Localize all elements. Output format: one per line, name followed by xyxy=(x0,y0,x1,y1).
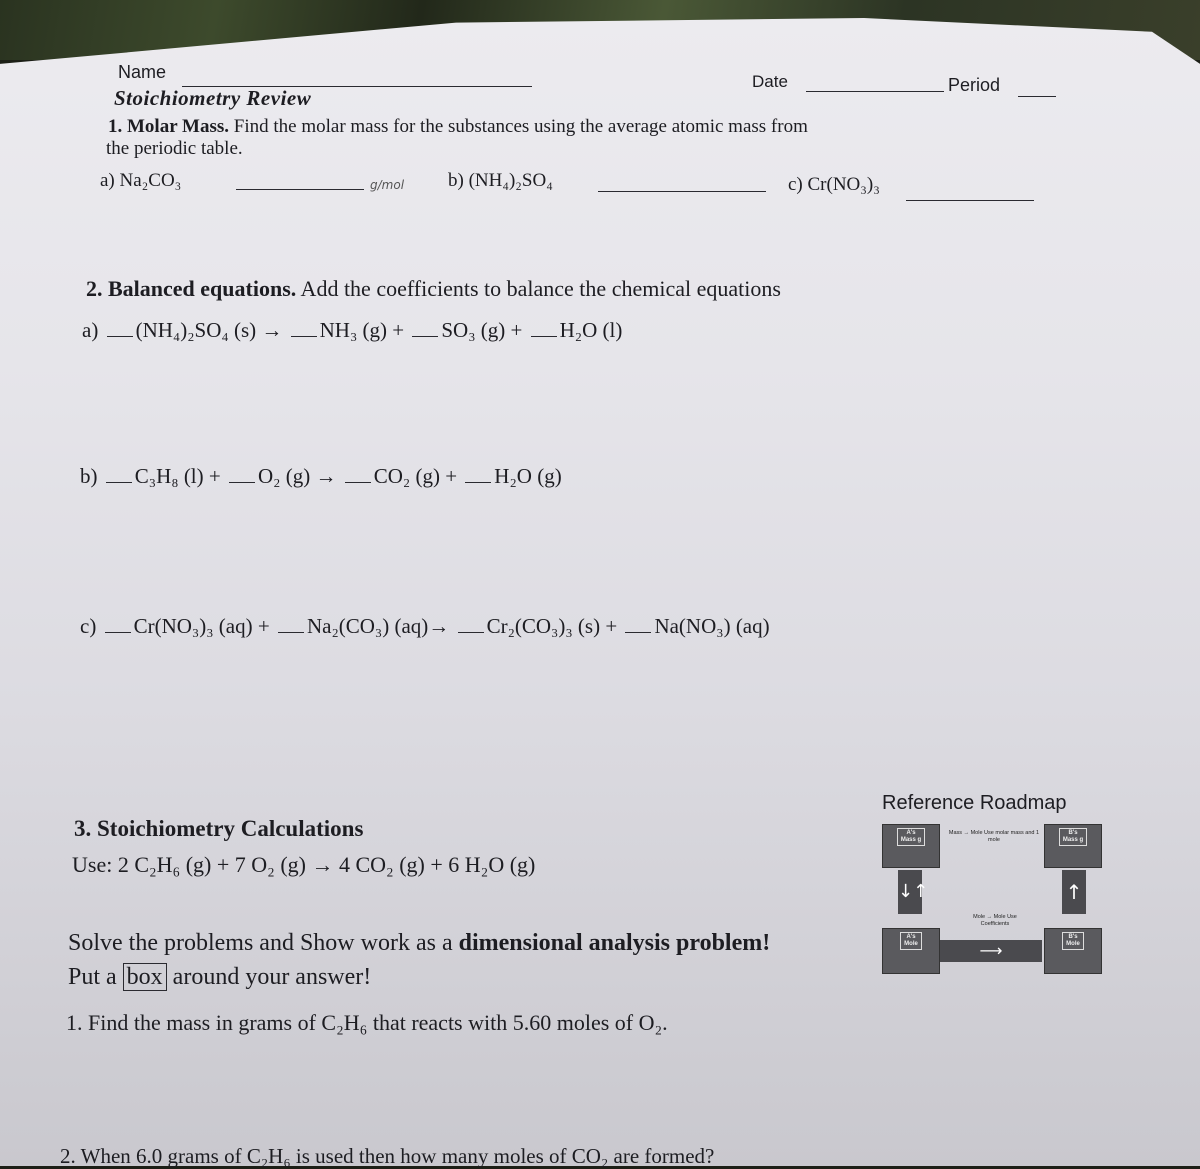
coefficient-blank xyxy=(291,335,317,337)
roadmap-updown-arrow-icon: ↓↑ xyxy=(898,870,922,914)
equation-a xyxy=(82,318,622,343)
coefficient-blank xyxy=(107,335,133,337)
roadmap-a-mole: Mole xyxy=(904,941,918,947)
roadmap-b-prefix: B's xyxy=(1068,830,1078,836)
coefficient-blank xyxy=(106,481,132,483)
molar-mass-item-c: c) Cr(NO₃)₃ xyxy=(788,174,880,195)
coefficient-blank xyxy=(458,631,484,633)
coefficient-blank xyxy=(105,631,131,633)
equation-term: Cr(NO₃)₃ (aq) + xyxy=(133,614,270,638)
molar-mass-item-b: b) (NH₄)₂SO₄ xyxy=(448,170,553,191)
date-label: Date xyxy=(752,72,788,91)
section3-instruction xyxy=(68,930,770,957)
coefficient-blank xyxy=(229,481,255,483)
name-label: Name xyxy=(118,62,167,82)
equation-term: SO₃ (g) + xyxy=(441,318,523,342)
section3-box-instruction xyxy=(68,964,371,991)
put-a-text: Put a xyxy=(68,964,117,990)
instruction-text: Solve the problems and Show work as a xyxy=(68,930,459,956)
equation-a-letter: a) xyxy=(82,318,99,342)
section1-heading-line2: the periodic table. xyxy=(106,138,243,159)
question-1: 1. Find the mass in grams of C₂H₆ that reacts with 5.60 moles of O₂. xyxy=(66,1010,668,1035)
equation-term: CO₂ (g) + xyxy=(373,464,458,488)
roadmap-a-mass: Mass g xyxy=(900,837,922,843)
equation-term: Na₂(CO₃) (aq)→ xyxy=(306,614,450,638)
question-2: 2. When 6.0 grams of C₂H₆ is used then how many moles of CO₂ are formed? xyxy=(60,1144,715,1168)
equation-term: O₂ (g) → xyxy=(257,464,337,488)
equation-b xyxy=(80,464,562,489)
equation-c xyxy=(80,614,770,639)
coefficient-blank xyxy=(412,335,438,337)
equation-term: Na(NO₃) (aq) xyxy=(654,614,770,638)
roadmap-up-arrow-icon: ↑ xyxy=(1062,870,1086,914)
equation-c-letter: c) xyxy=(80,614,97,638)
period-label: Period xyxy=(948,75,1001,95)
molar-mass-blank-a xyxy=(236,189,364,190)
section1-heading-bold: 1. Molar Mass. xyxy=(108,116,230,137)
section1-heading xyxy=(108,116,808,138)
section3-heading: 3. Stoichiometry Calculations xyxy=(74,816,364,841)
page-title: Stoichiometry Review xyxy=(114,86,312,110)
section2-heading-bold: 2. Balanced equations. xyxy=(86,276,297,301)
roadmap-top-note: Mass → Mole Use molar mass and 1 mole xyxy=(948,830,1040,843)
roadmap-a-prefix: A's xyxy=(906,830,916,836)
roadmap-b-mole-box xyxy=(1044,928,1102,974)
period-blank xyxy=(1018,96,1056,97)
coefficient-blank xyxy=(625,631,651,633)
coefficient-blank xyxy=(465,481,491,483)
coefficient-blank xyxy=(278,631,304,633)
roadmap-b-mass-box xyxy=(1044,824,1102,868)
box-word: box xyxy=(123,963,167,991)
roadmap-b-mole: Mole xyxy=(1066,941,1080,947)
roadmap-right-arrow-icon: ⟶ xyxy=(940,940,1042,962)
molar-mass-item-a: a) Na₂CO₃ xyxy=(100,170,182,191)
roadmap-diagram xyxy=(880,818,1102,983)
roadmap-mid-note: Mole → Mole Use Coefficients xyxy=(973,914,1017,927)
roadmap-a-mole-prefix: A's xyxy=(906,934,916,940)
equation-term: C₃H₈ (l) + xyxy=(134,464,221,488)
date-blank xyxy=(806,91,944,92)
molar-mass-blank-b xyxy=(598,191,766,192)
roadmap-a-mass-box xyxy=(882,824,940,868)
roadmap-title: Reference Roadmap xyxy=(882,792,1067,814)
section1-heading-rest: Find the molar mass for the substances using the average atomic mass from xyxy=(229,116,808,137)
coefficient-blank xyxy=(531,335,557,337)
section3-use-equation: Use: 2 C₂H₆ (g) + 7 O₂ (g) → 4 CO₂ (g) + 6 H₂O (g) xyxy=(72,852,536,877)
section2-heading-rest: Add the coefficients to balance the chemical equations xyxy=(296,276,781,301)
equation-term: H₂O (g) xyxy=(494,464,562,488)
equation-b-letter: b) xyxy=(80,464,98,488)
instruction-bold: dimensional analysis problem! xyxy=(458,930,771,956)
equation-term: NH₃ (g) + xyxy=(319,318,405,342)
molar-mass-unit-a: g/mol xyxy=(370,178,405,192)
section2-heading xyxy=(86,276,781,302)
equation-term: H₂O (l) xyxy=(559,318,623,342)
molar-mass-blank-c xyxy=(906,200,1034,201)
around-text: around your answer! xyxy=(172,964,372,990)
equation-term: (NH₄)₂SO₄ (s) → xyxy=(135,318,283,342)
roadmap-b-mass: Mass g xyxy=(1062,837,1084,843)
roadmap-a-mole-box xyxy=(882,928,940,974)
coefficient-blank xyxy=(345,481,371,483)
roadmap-b-mole-prefix: B's xyxy=(1068,934,1078,940)
equation-term: Cr₂(CO₃)₃ (s) + xyxy=(486,614,618,638)
